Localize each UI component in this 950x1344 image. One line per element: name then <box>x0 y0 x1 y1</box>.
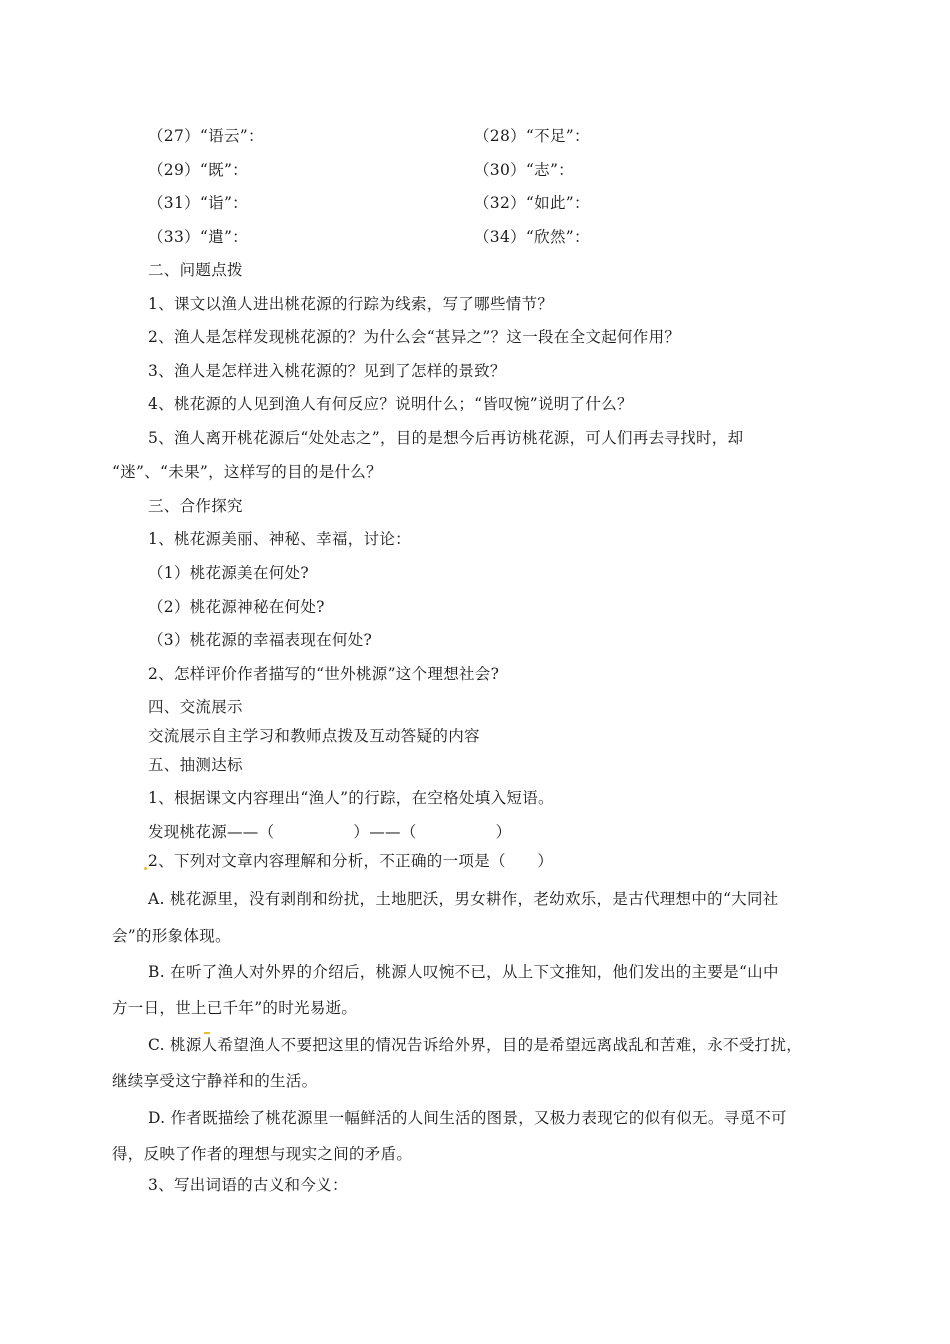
option-d: D. 作者既描绘了桃花源里一幅鲜活的人间生活的图景，又极力表现它的似有似无。寻觅不可 <box>148 1109 787 1127</box>
question: 1、课文以渔人进出桃花源的行踪为线索，写了哪些情节？ <box>148 295 554 313</box>
question: 5、渔人离开桃花源后“处处志之”，目的是想今后再访桃花源，可人们再去寻找时，却 <box>148 429 744 447</box>
fill-in-blank: 发现桃花源——（ ）——（ ） <box>148 823 512 841</box>
vocab-row <box>0 192 950 214</box>
question: 2、下列对文章内容理解和分析，不正确的一项是（ ） <box>148 852 554 870</box>
section-heading: 四、交流展示 <box>148 698 243 716</box>
sub-question: （1）桃花源美在何处? <box>148 564 309 582</box>
vocab-item: （32）“如此”： <box>474 194 590 212</box>
question: 2、渔人是怎样发现桃花源的？为什么会“甚异之”？这一段在全文起何作用？ <box>148 328 681 346</box>
option-b: B. 在听了渔人对外界的介绍后，桃源人叹惋不已，从上下文推知，他们发出的主要是“山中 <box>148 963 779 981</box>
vocab-item: （31）“诣”： <box>148 194 248 212</box>
question: 2、怎样评价作者描写的“世外桃源”这个理想社会? <box>148 665 500 683</box>
vocab-row <box>0 226 950 248</box>
sub-question: （3）桃花源的幸福表现在何处? <box>148 631 373 649</box>
section-heading: 五、抽测达标 <box>148 756 243 774</box>
vocab-item: （27）“语云”： <box>148 127 264 145</box>
option-a-continuation: 会”的形象体现。 <box>112 927 231 945</box>
option-c-continuation: 继续享受这宁静祥和的生活。 <box>112 1072 318 1090</box>
paragraph: 交流展示自主学习和教师点拨及互动答疑的内容 <box>148 727 480 745</box>
question-continuation: “迷”、“未果”，这样写的目的是什么？ <box>112 463 382 481</box>
vocab-item: （34）“欣然”： <box>474 228 590 246</box>
option-a: A. 桃花源里，没有剥削和纷扰，土地肥沃，男女耕作，老幼欢乐，是古代理想中的“大同社 <box>148 890 779 908</box>
option-b-continuation: 方一日，世上已千年”的时光易逝。 <box>112 999 358 1017</box>
option-c: C. 桃源人希望渔人不要把这里的情况告诉给外界，目的是希望远离战乱和苦难，永不受打扰， <box>148 1036 803 1054</box>
vocab-item: （29）“既”： <box>148 161 248 179</box>
question: 3、渔人是怎样进入桃花源的？见到了怎样的景致？ <box>148 362 506 380</box>
question: 1、桃花源美丽、神秘、幸福，讨论： <box>148 530 411 548</box>
yellow-mark <box>144 867 147 870</box>
vocab-item: （28）“不足”： <box>474 127 590 145</box>
section-heading: 三、合作探究 <box>148 497 243 515</box>
vocab-item: （33）“遣”： <box>148 228 248 246</box>
question: 3、写出词语的古义和今义： <box>148 1176 348 1194</box>
question: 1、根据课文内容理出“渔人”的行踪，在空格处填入短语。 <box>148 789 554 807</box>
question: 4、桃花源的人见到渔人有何反应？说明什么；“皆叹惋”说明了什么？ <box>148 395 633 413</box>
section-heading: 二、问题点拨 <box>148 261 243 279</box>
option-d-continuation: 得，反映了作者的理想与现实之间的矛盾。 <box>112 1145 413 1163</box>
vocab-row <box>0 159 950 181</box>
vocab-item: （30）“志”： <box>474 161 574 179</box>
sub-question: （2）桃花源神秘在何处? <box>148 598 325 616</box>
vocab-row <box>0 125 950 147</box>
